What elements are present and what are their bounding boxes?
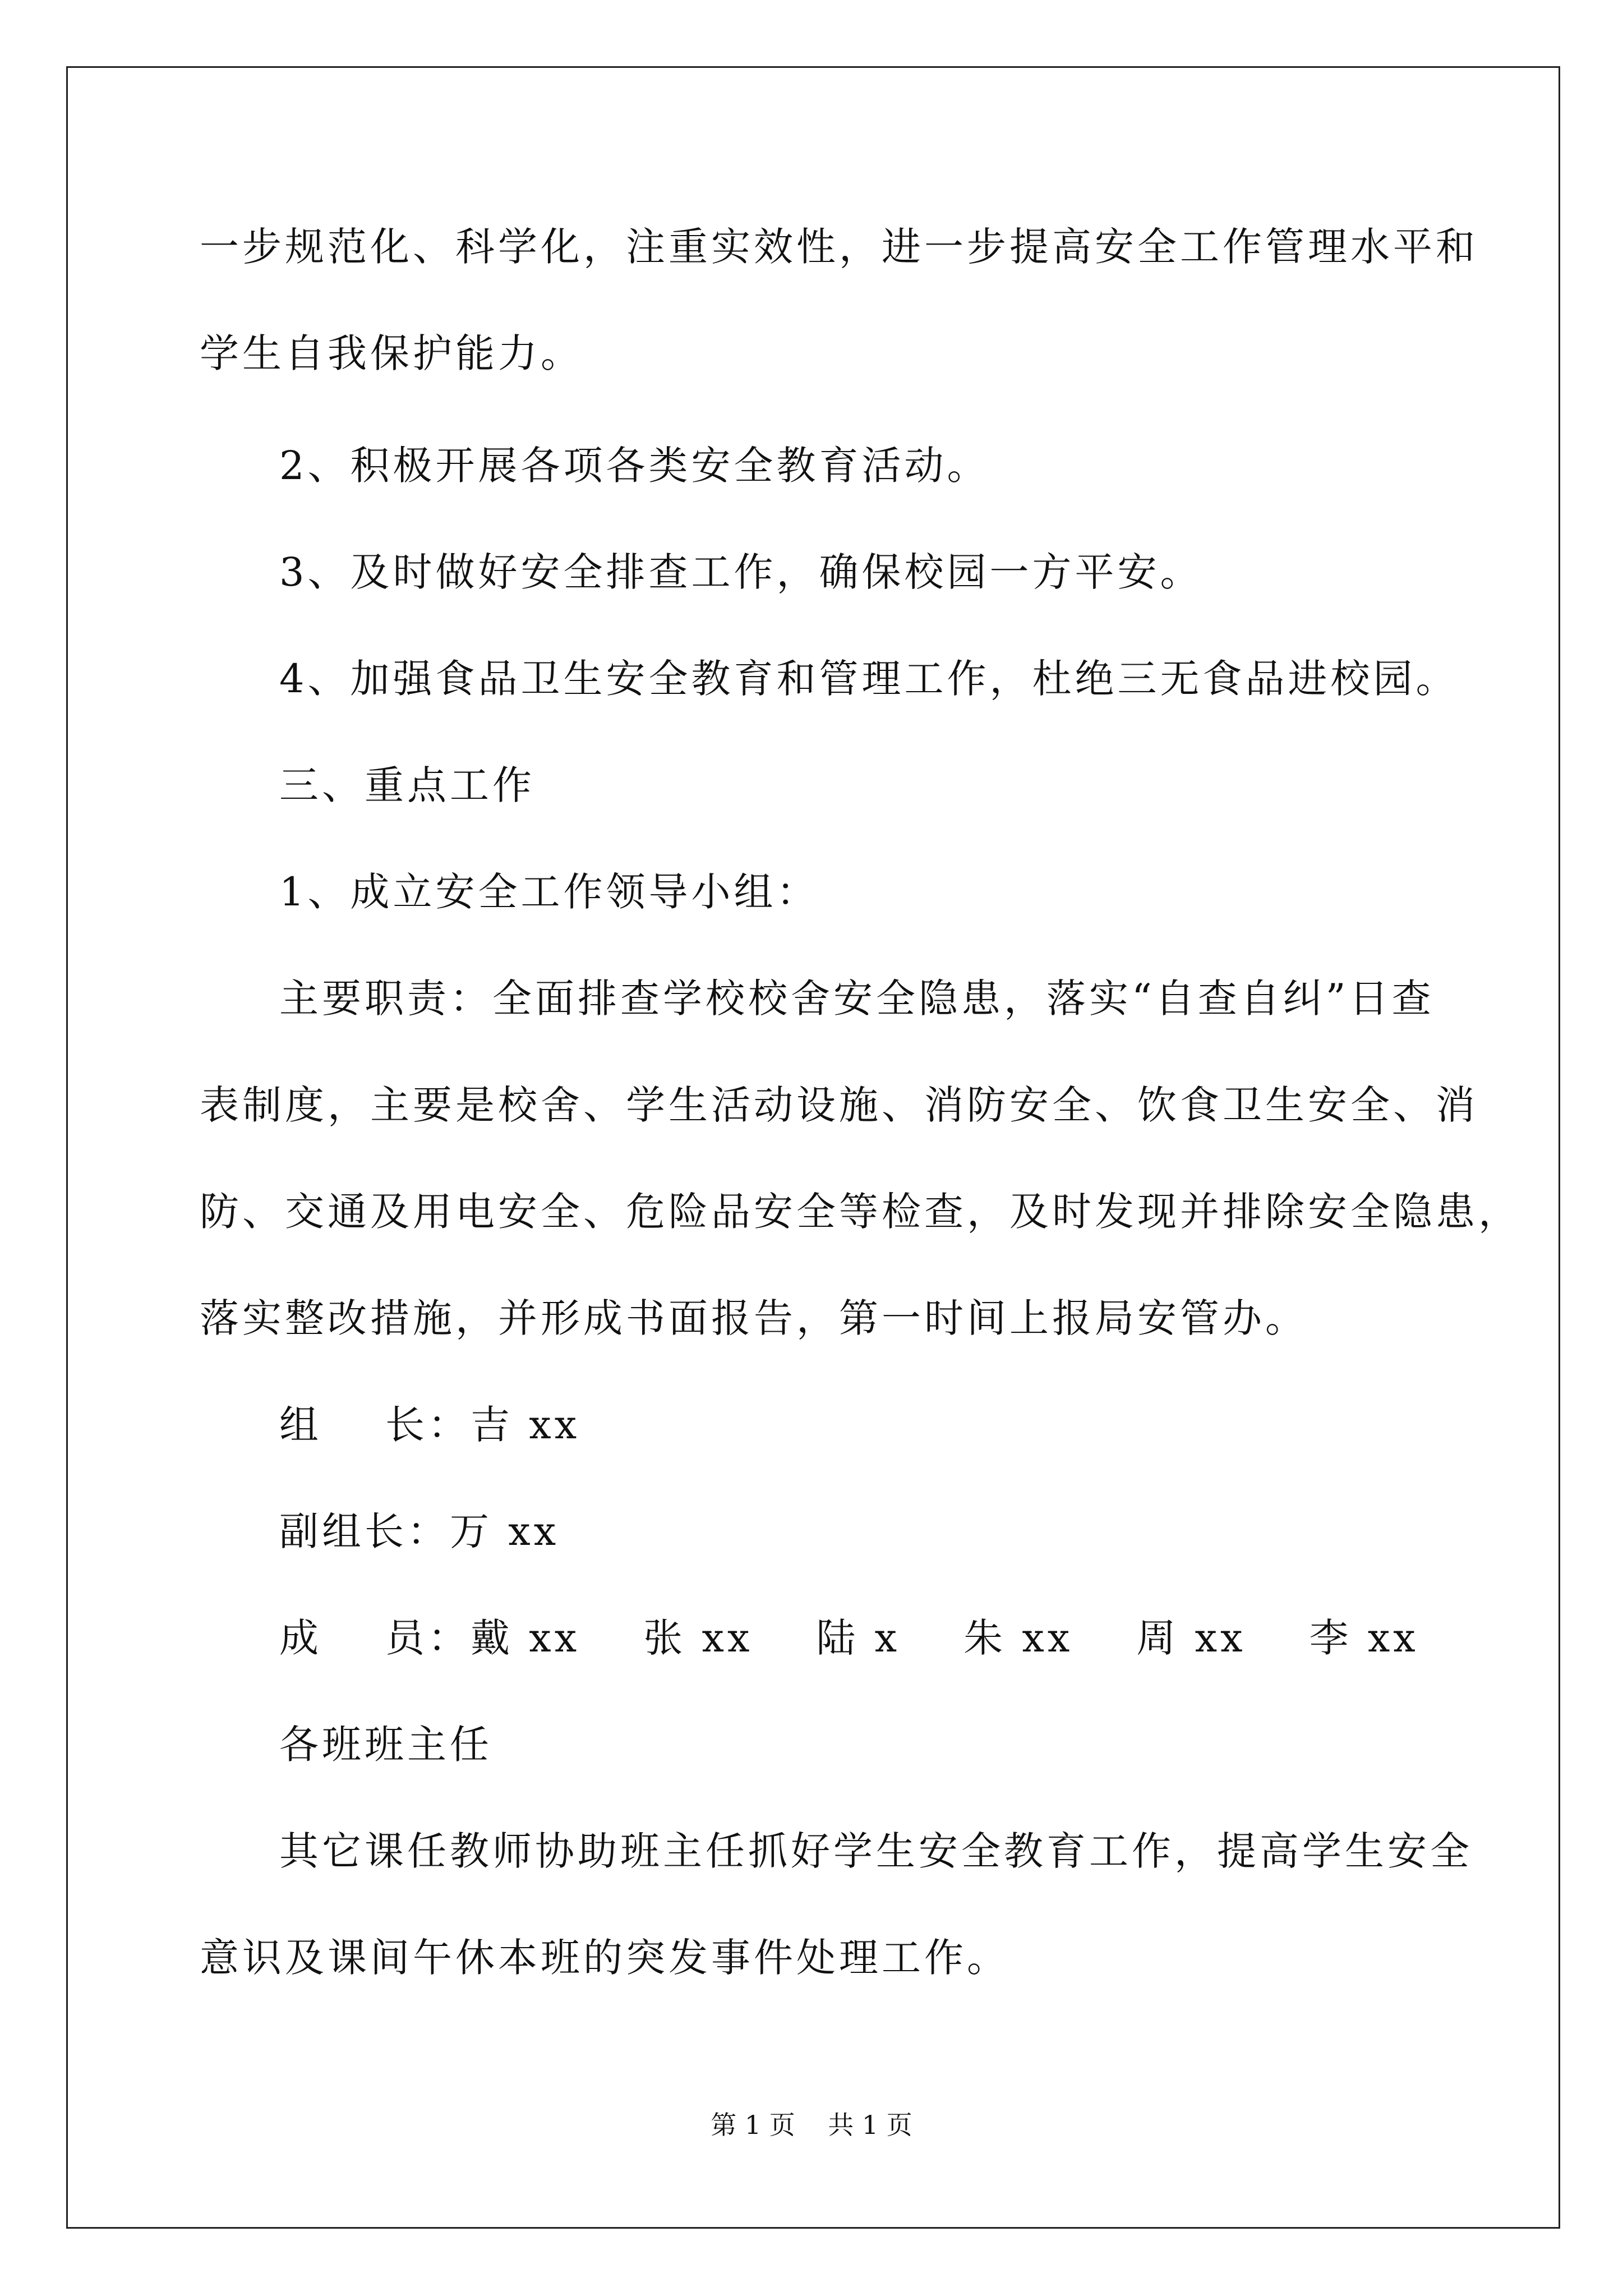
list-item: 2、积极开展各项各类安全教育活动。 <box>279 443 990 489</box>
paragraph-line: 防、交通及用电安全、危险品安全等检查，及时发现并排除安全隐患， <box>200 1189 1521 1235</box>
deputy-leader-line: 副组长：万 xx <box>279 1508 560 1554</box>
paragraph-line: 意识及课间午休本班的突发事件处理工作。 <box>200 1935 1009 1981</box>
paragraph-line: 一步规范化、科学化，注重实效性，进一步提高安全工作管理水平和 <box>200 224 1478 270</box>
paragraph-line: 其它课任教师协助班主任抓好学生安全教育工作，提高学生安全 <box>279 1828 1473 1874</box>
paragraph-line: 各班班主任 <box>279 1722 492 1768</box>
paragraph-line: 学生自我保护能力。 <box>200 330 583 376</box>
page-footer: 第 1 页 共 1 页 <box>711 2110 912 2140</box>
list-item: 3、及时做好安全排查工作，确保校园一方平安。 <box>279 549 1203 595</box>
paragraph-line: 表制度，主要是校舍、学生活动设施、消防安全、饮食卫生安全、消 <box>200 1082 1478 1128</box>
section-heading: 三、重点工作 <box>279 762 535 808</box>
group-leader-line: 组 长：吉 xx <box>279 1402 580 1448</box>
page-border <box>66 66 1560 2229</box>
paragraph-line: 落实整改措施，并形成书面报告，第一时间上报局安管办。 <box>200 1295 1308 1341</box>
members-line: 成 员：戴 xx 张 xx 陆 x 朱 xx 周 xx 李 xx <box>279 1615 1419 1661</box>
list-item: 4、加强食品卫生安全教育和管理工作，杜绝三无食品进校园。 <box>279 656 1459 702</box>
paragraph-line: 主要职责：全面排查学校校舍安全隐患，落实“自查自纠”日查 <box>279 976 1435 1022</box>
list-item: 1、成立安全工作领导小组： <box>279 869 819 915</box>
